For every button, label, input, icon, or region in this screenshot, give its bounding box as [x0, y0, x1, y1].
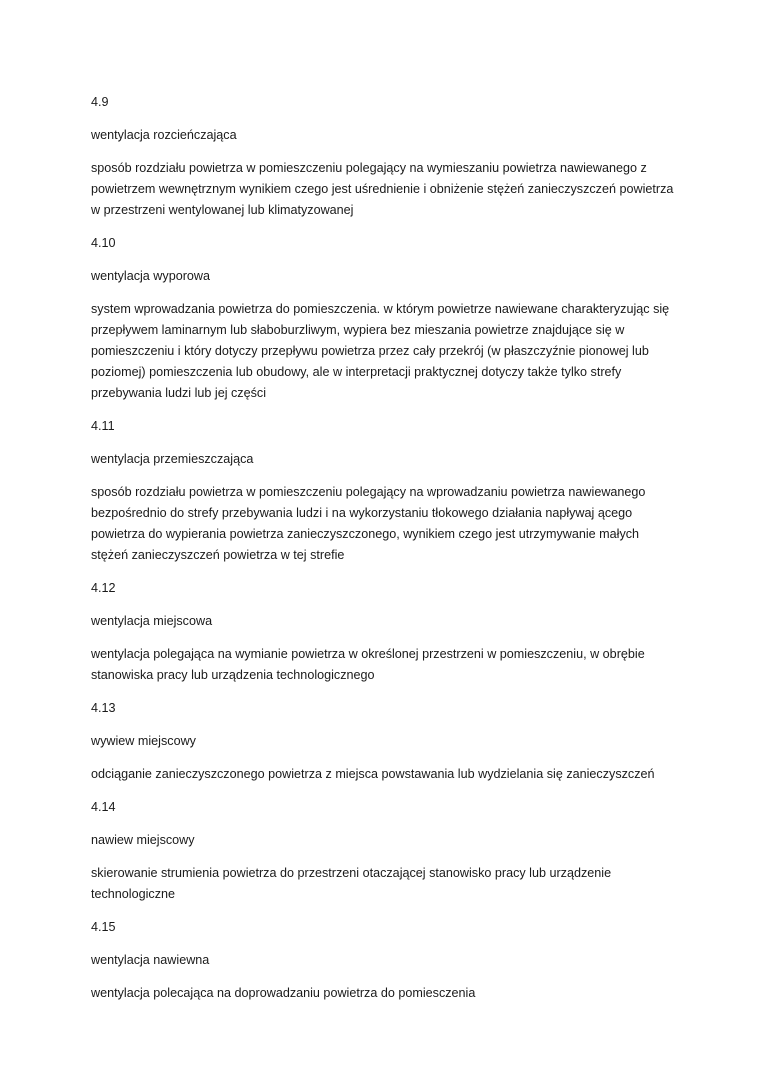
definition-entry-4-12	[91, 578, 676, 686]
entry-definition: sposób rozdziału powietrza w pomieszczeniu polegający na wprowadzaniu powietrza nawiewanego bezpośrednio do strefy przebywania ludzi i na wykorzystaniu tłokowego działania napływaj ącego powietrza do wypierania powietrza zanieczyszczonego, wynikiem czego jest utrzymywanie małych stężeń zanieczyszczeń powietrza w tej strefie	[91, 485, 646, 562]
definition-entry-4-9	[91, 92, 676, 221]
entry-number: 4.9	[91, 95, 109, 109]
definition-entry-4-10	[91, 233, 676, 404]
entry-number: 4.15	[91, 920, 116, 934]
entry-term: nawiew miejscowy	[91, 833, 195, 847]
entry-term: wentylacja rozcieńczająca	[91, 128, 237, 142]
entry-definition: sposób rozdziału powietrza w pomieszczeniu polegający na wymieszaniu powietrza nawiewanego z powietrzem wewnętrznym wynikiem czego jest uśrednienie i obniżenie stężeń zanieczyszczeń powietrza w przestrzeni wentylowanej lub klimatyzowanej	[91, 161, 674, 217]
entry-number: 4.10	[91, 236, 116, 250]
document-page	[91, 92, 676, 1016]
entry-definition: system wprowadzania powietrza do pomieszczenia. w którym powietrze nawiewane charakteryzując się przepływem laminarnym lub słaboburzliwym, wypiera bez mieszania powietrze znajdujące się w pomieszczeniu i który dotyczy przepływu powietrza przez cały przekrój (w płaszczyźnie pionowej lub poziomej) pomieszczenia lub obudowy, ale w interpretacji praktycznej dotyczy także tylko strefy przebywania ludzi lub jej części	[91, 302, 670, 400]
entry-term: wentylacja wyporowa	[91, 269, 210, 283]
entry-number: 4.13	[91, 701, 116, 715]
entry-definition: skierowanie strumienia powietrza do przestrzeni otaczającej stanowisko pracy lub urządzenie technologiczne	[91, 866, 612, 901]
definition-entry-4-15	[91, 917, 676, 1004]
entry-number: 4.14	[91, 800, 116, 814]
entry-definition: wentylacja polegająca na wymianie powietrza w określonej przestrzeni w pomieszczeniu, w obrębie stanowiska pracy lub urządzenia technologicznego	[91, 647, 645, 682]
entry-term: wentylacja miejscowa	[91, 614, 213, 628]
entry-definition: wentylacja polecająca na doprowadzaniu powietrza do pomiesczenia	[91, 986, 476, 1000]
definition-entry-4-13	[91, 698, 676, 785]
entry-term: wentylacja nawiewna	[91, 953, 210, 967]
definition-entry-4-11	[91, 416, 676, 566]
entry-term: wywiew miejscowy	[91, 734, 196, 748]
entry-term: wentylacja przemieszczająca	[91, 452, 254, 466]
entry-number: 4.12	[91, 581, 116, 595]
definition-entry-4-14	[91, 797, 676, 905]
entry-number: 4.11	[91, 419, 115, 433]
entry-definition: odciąganie zanieczyszczonego powietrza z miejsca powstawania lub wydzielania się zanieczyszczeń	[91, 767, 655, 781]
